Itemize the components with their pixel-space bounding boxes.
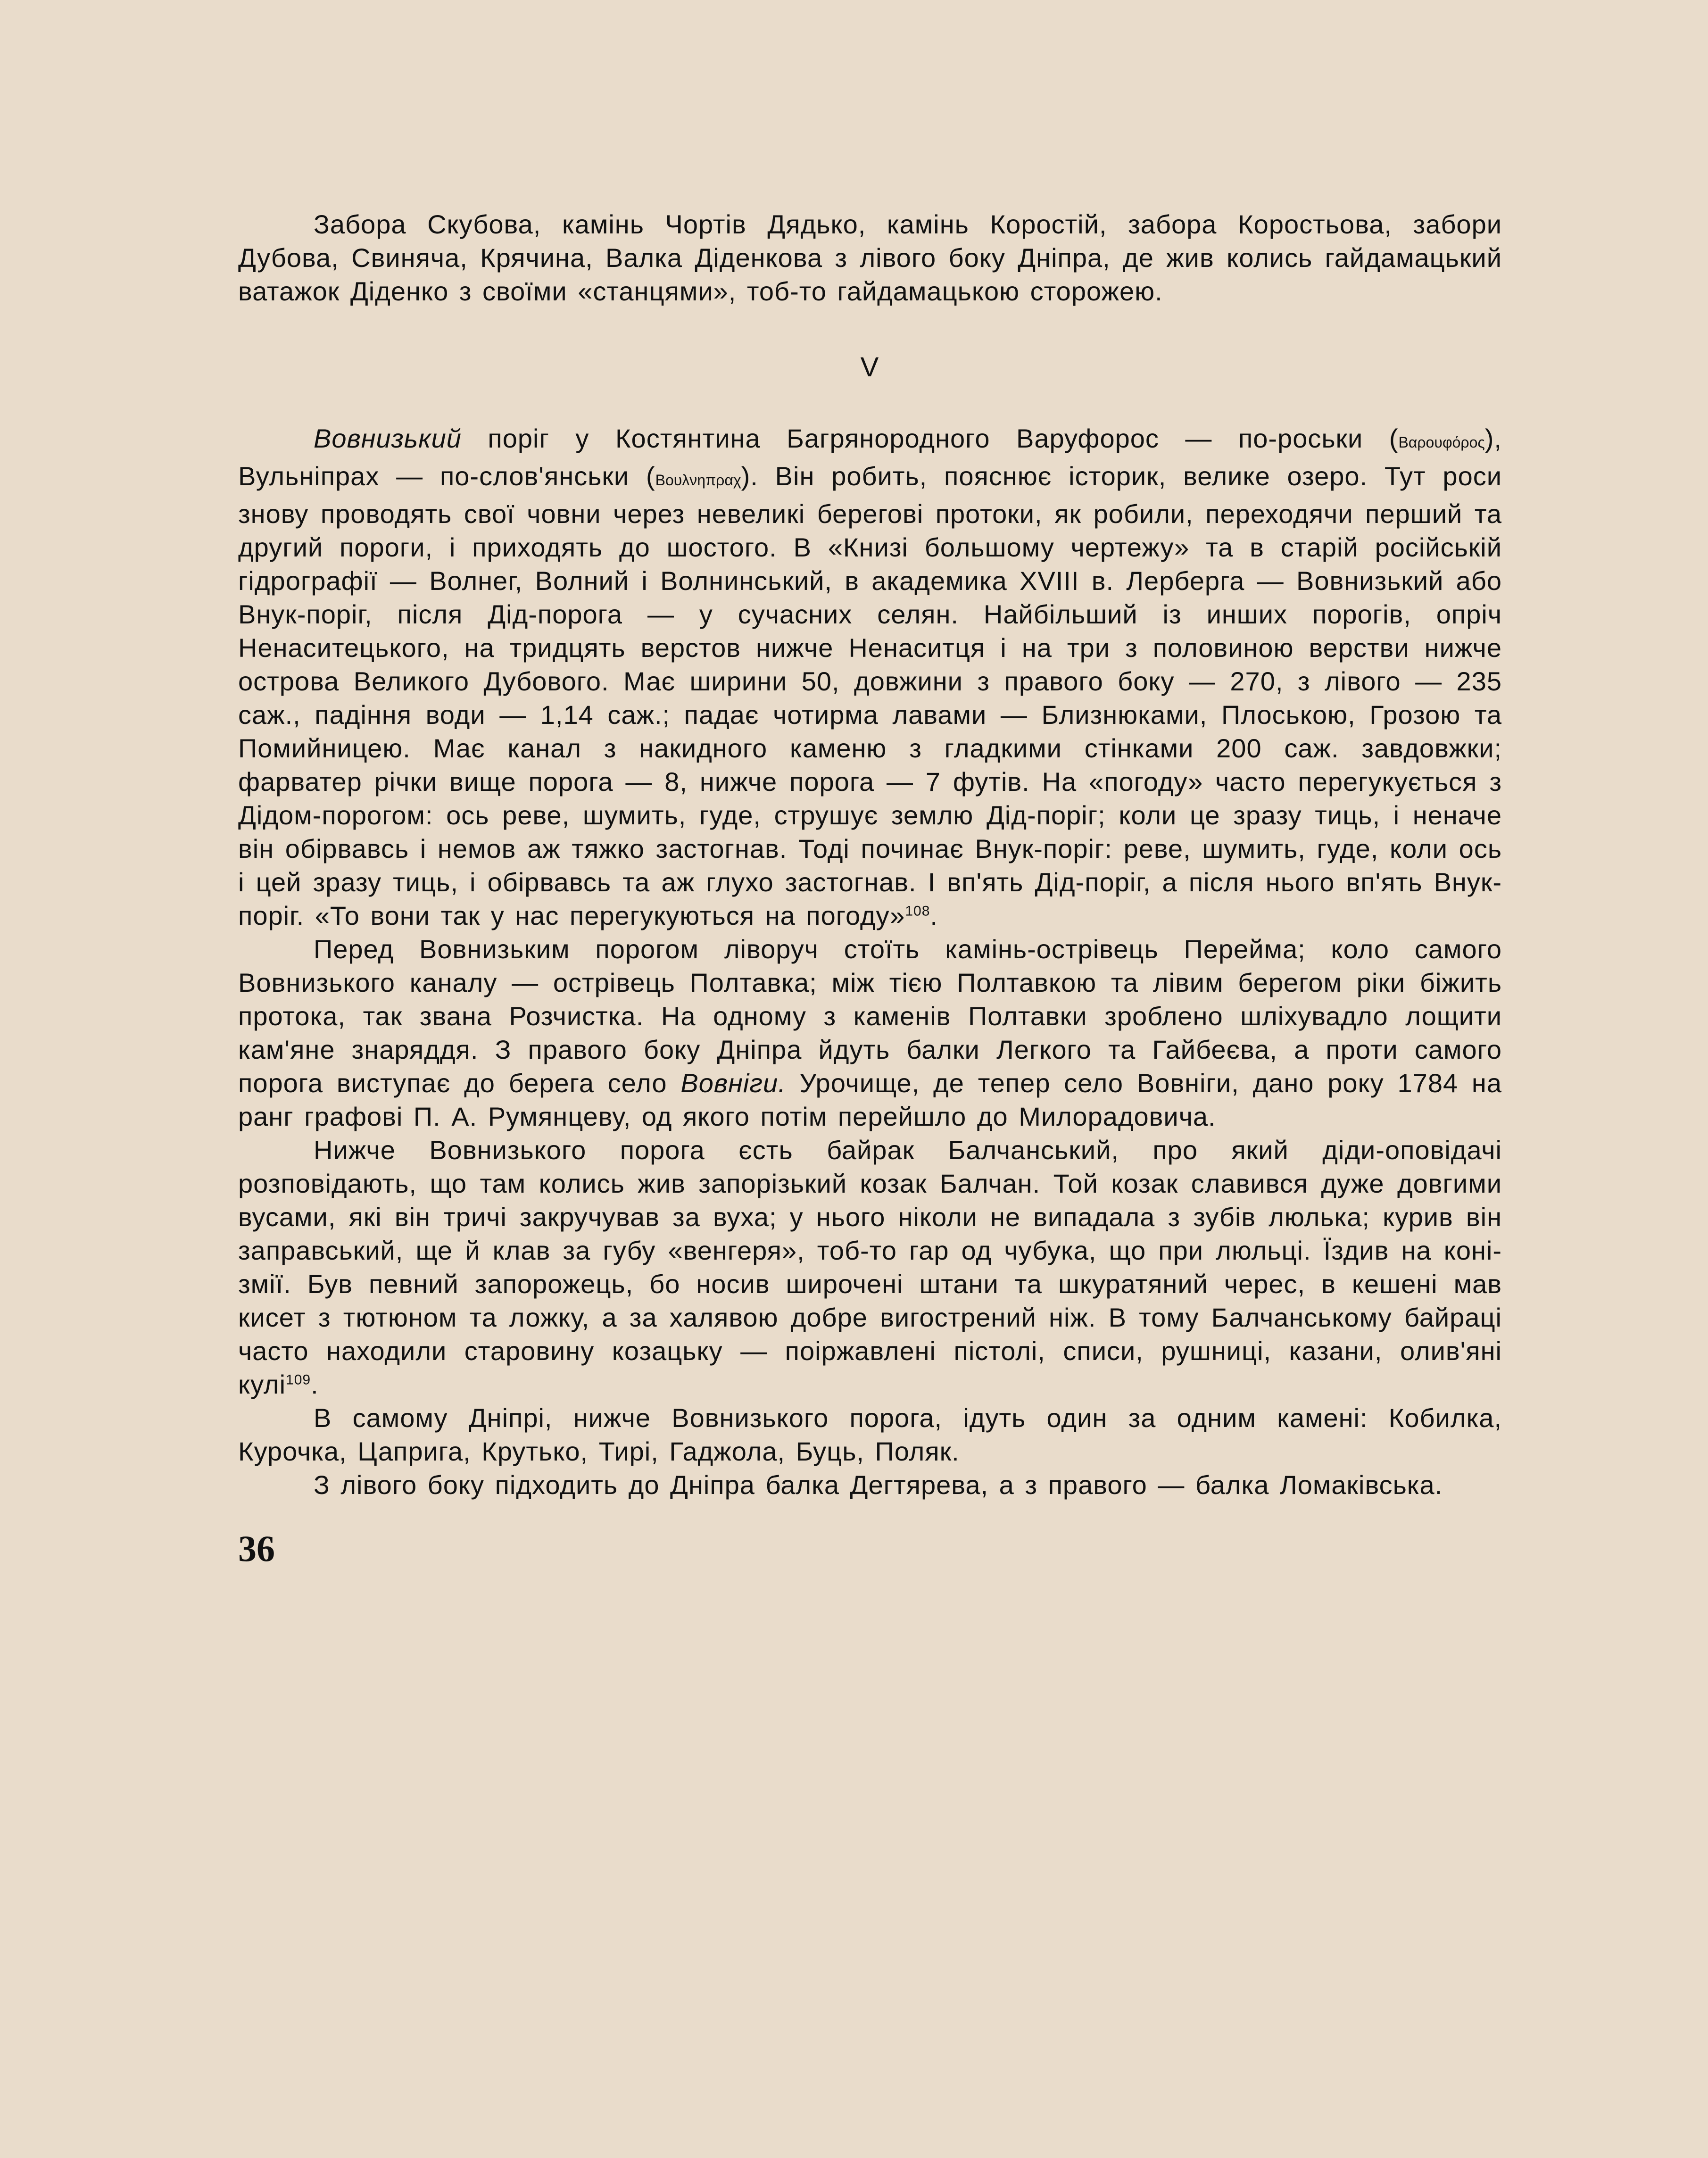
- paragraph-text: ), Вульніпрах — по-слов'янськи (: [238, 423, 1502, 491]
- paragraph-pereima: [238, 932, 1502, 1133]
- page-number: 36: [238, 1528, 275, 1569]
- document-page: [238, 208, 1502, 1570]
- paragraph-text: поріг у Костянтина Багрянородного Варуфорос — по-роськи (: [461, 423, 1399, 453]
- paragraph-text: ). Він робить, пояснює історик, велике озеро. Тут роси знову проводять свої човни через невеликі берегові протоки, як робили, переходячи перший та другий пороги, і приходять до шостого. В «Книзі большому чертежу» та в старій російській гідрографії — Волнег, Волний і Волнинський, в академика XVIII в. Лерберга — Вовнизький або Внук-поріг, після Дід-порога — у сучасних селян. Найбільший із инших порогів, опріч Ненаситецького, на тридцять верстов нижче Ненаситця і на три з половиною верстви нижче острова Великого Дубового. Має ширини 50, довжини з правого боку — 270, з лівого — 235 саж., падіння води — 1,14 саж.; падає чотирма лавами — Близнюками, Плоською, Грозою та Помийницею. Має канал з накидного каменю з гладкими стінками 200 саж. завдовжки; фарватер річки вище порога — 8, нижче порога — 7 футів. На «погоду» часто перегукується з Дідом-порогом: ось реве, шумить, гуде, струшує землю Дід-поріг; коли це зразу тиць, і неначе він обірвавсь і немов аж тяжко застогнав. Тоді починає Внук-поріг: реве, шумить, гуде, коли ось і цей зразу тиць, і обірвавсь та аж глухо застогнав. І вп'ять Дід-поріг, а після нього вп'ять Внук-поріг. «То вони так у нас перегукуються на погоду»: [238, 461, 1502, 930]
- paragraph-text: Урочище, де тепер село Вовніги, дано року 1784 на ранг графові П. А. Румянцеву, од якого потім перейшло до Милорадовича.: [238, 1068, 1502, 1131]
- paragraph-stones: В самому Дніпрі, нижче Вовнизького порога, ідуть один за одним камені: Кобилка, Курочка, Цаприга, Крутько, Тирі, Гаджола, Буць, Поляк.: [238, 1403, 1502, 1466]
- greek-term: Βαρουφόρος: [1398, 434, 1485, 451]
- paragraph-text: Нижче Вовнизького порога єсть байрак Балчанський, про який діди-оповідачі розповідають, що там колись жив запорізький козак Балчан. Той козак славився дуже довгими вусами, які він тричі закручував за вуха; у нього ніколи не випадала з зубів люлька; курив він заправський, ще й клав за губу «венгеря», тоб-то гар од чубука, що при люльці. Їздив на коні-змії. Був певний запорожець, бо носив широчені штани та шкуратяний черес, в кешені мав кисет з тютюном та ложку, а за халявою добре вигострений ніж. В тому Балчанському байраці часто находили старовину козацьку — поіржавлені пістолі, списи, рушниці, казани, олив'яні кулі: [238, 1135, 1502, 1399]
- greek-term: Βουλνηπραχ: [655, 472, 741, 489]
- paragraph-end: .: [311, 1370, 319, 1399]
- italic-place-name: Вовніги.: [680, 1068, 786, 1098]
- paragraph-vovnyzkyi-intro: [238, 422, 1502, 932]
- section-heading: V: [860, 352, 880, 382]
- paragraph-continuation: Забора Скубова, камінь Чортів Дядько, камінь Коростій, забора Коростьова, забори Дубова, Свиняча, Крячина, Валка Діденкова з лівого боку Дніпра, де жив колись гайдамацький ватажок Діденко з своїми «станцями», тоб-то гайдамацькою сторожею.: [238, 209, 1502, 306]
- paragraph-balky: З лівого боку підходить до Дніпра балка Дегтярева, а з правого — балка Ломаківська.: [314, 1470, 1443, 1500]
- paragraph-balchan: [238, 1133, 1502, 1401]
- paragraph-end: .: [930, 901, 938, 930]
- footnote-marker: 108: [905, 903, 930, 919]
- paragraph-text: Перед Вовнизьким порогом ліворуч стоїть камінь-острівець Перейма; коло самого Вовнизького каналу — острівець Полтавка; між тією Полтавкою та лівим берегом ріки біжить протока, так звана Розчистка. На одному з каменів Полтавки зроблено шліхувадло лощити кам'яне знаряддя. З правого боку Дніпра йдуть балки Легкого та Гайбеєва, а проти самого порога виступає до берега село: [238, 934, 1502, 1098]
- italic-term: Вовнизький: [314, 423, 462, 453]
- footnote-marker: 109: [286, 1372, 311, 1388]
